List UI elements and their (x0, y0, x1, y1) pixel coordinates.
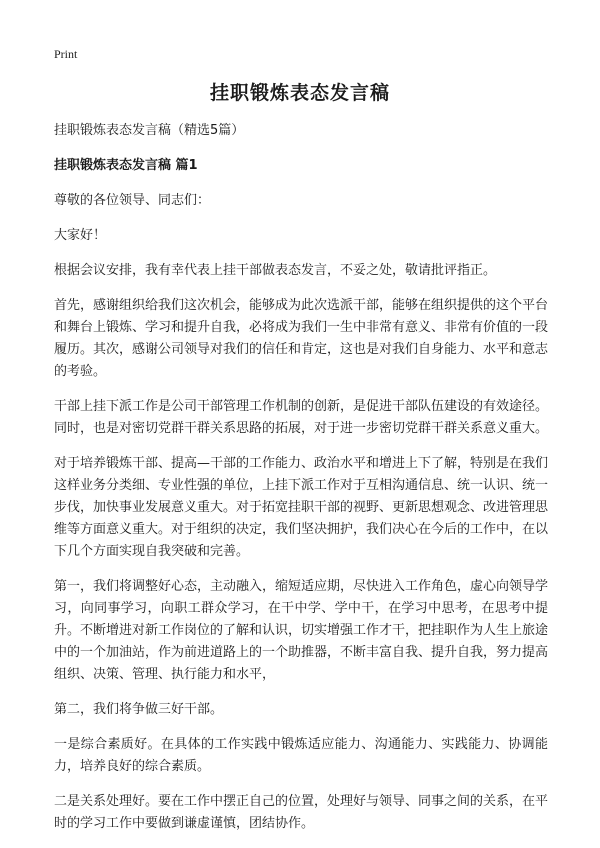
document-body (54, 120, 548, 848)
document-title: 挂职锻炼表态发言稿 (209, 82, 390, 104)
paragraph: 首先，感谢组织给我们这次机会，能够成为此次选派干部，能够在组织提供的这个平台和舞台上锻炼、学习和提升自我，必将成为我们一生中非常有意义、非常有价值的一段履历。其次，感谢公司领导对我们的信任和肯定，这也是对我们自身能力、水平和意志的考验。 (54, 298, 549, 379)
paragraph: 根据会议安排，我有幸代表上挂干部做表态发言，不妥之处，敬请批评指正。 (54, 263, 497, 278)
intro-line: 挂职锻炼表态发言稿（精选5篇） (54, 123, 245, 138)
print-label[interactable]: Print (54, 47, 78, 61)
section-title: 挂职锻炼表态发言稿 篇1 (54, 158, 198, 173)
paragraph: 尊敬的各位领导、同志们： (54, 193, 211, 208)
paragraph: 二是关系处理好。要在工作中摆正自己的位置，处理好与领导、同事之间的关系，在平时的学习工作中要做到谦虚谨慎，团结协作。 (54, 794, 549, 831)
paragraph: 干部上挂下派工作是公司干部管理工作机制的创新，是促进干部队伍建设的有效途径。同时，也是对密切党群干群关系思路的拓展，对于进一步密切党群干群关系意义重大。 (54, 399, 549, 436)
paragraph: 第一，我们将调整好心态，主动融入，缩短适应期，尽快进入工作角色，虚心向领导学习，向同事学习，向职工群众学习，在干中学、学中干，在学习中思考，在思考中提升。不断增进对新工作岗位的了解和认识，切实增强工作才干，把挂职作为人生上旅途中的一个加油站，作为前进道路上的一个助推器，不断丰富自我、提升自我，努力提高组织、决策、管理、执行能力和水平， (54, 579, 549, 682)
paragraph: 第二，我们将争做三好干部。 (54, 702, 224, 717)
paragraph: 大家好！ (54, 228, 107, 243)
paragraph: 对于培养锻炼干部、提高—干部的工作能力、政治水平和增进上下了解，特别是在我们这样业务分类细、专业性强的单位，上挂下派工作对于互相沟通信息、统一认识、统一步伐，加快事业发展意义重大。对于拓宽挂职干部的视野、更新思想观念、改进管理思维等方面意义重大。对于组织的决定，我们坚决拥护，我们决心在今后的工作中，在以下几个方面实现自我突破和完善。 (54, 456, 549, 559)
paragraph: 一是综合素质好。在具体的工作实践中锻炼适应能力、沟通能力、实践能力、协调能力，培养良好的综合素质。 (54, 737, 548, 774)
